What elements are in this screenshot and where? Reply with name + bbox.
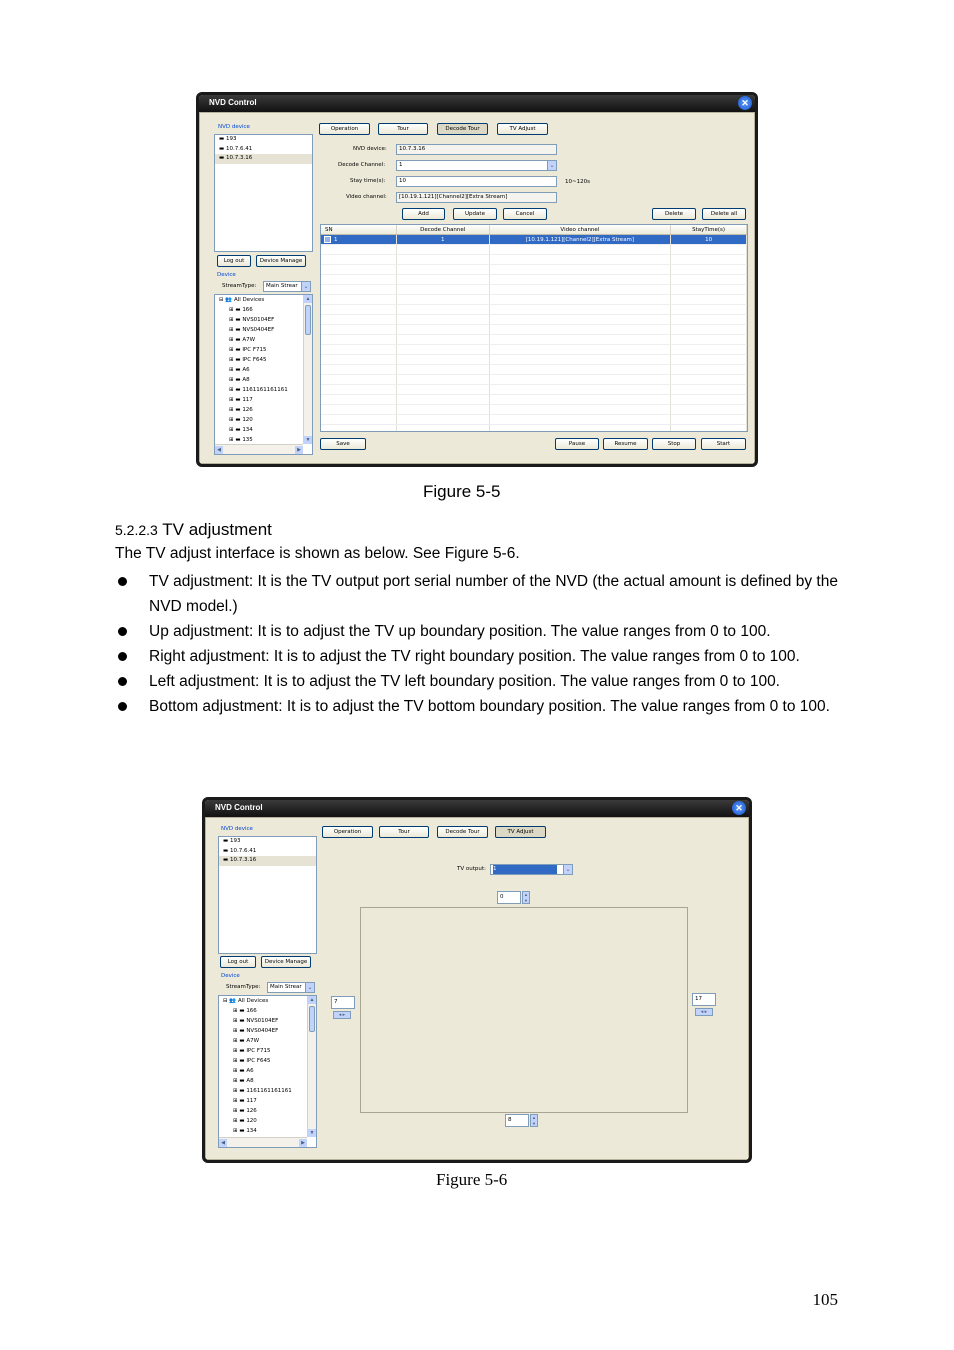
column-header[interactable]: StayTime(s) <box>671 225 747 234</box>
chevron-down-icon[interactable]: ⌄ <box>563 865 572 874</box>
list-item: Bottom adjustment: It is to adjust the TV bottom boundary position. The value ranges from 0 to 100. <box>115 694 845 719</box>
right-adjust-stepper[interactable]: ◂ ▸ <box>695 1008 713 1016</box>
vertical-scrollbar[interactable] <box>307 996 316 1137</box>
devices-icon: 👥 <box>225 297 233 303</box>
tree-item[interactable]: ⊞ ▬ IPC F645 <box>229 357 267 363</box>
tree-item[interactable]: ⊞ ▬ 120 <box>229 417 253 423</box>
tree-item[interactable]: ⊞ ▬ NVS0104EF <box>233 1018 279 1024</box>
tv-output-label: TV output: <box>457 866 486 872</box>
bullet-icon <box>118 627 127 636</box>
stop-button[interactable]: Stop <box>652 438 696 450</box>
tab-tv-adjust[interactable]: TV Adjust <box>497 123 548 135</box>
scroll-thumb[interactable] <box>305 305 311 335</box>
devices-icon: 👥 <box>229 998 237 1004</box>
pause-button[interactable]: Pause <box>555 438 599 450</box>
scroll-left-icon[interactable]: ◀ <box>219 1139 227 1147</box>
tree-item[interactable]: ⊞ ▬ 117 <box>233 1098 257 1104</box>
decode-channel-label: Decode Channel: <box>338 162 386 168</box>
tv-preview-area <box>360 907 688 1113</box>
close-icon[interactable]: ✕ <box>738 96 752 110</box>
tree-item[interactable]: ⊞ ▬ 1161161161161 <box>229 387 288 393</box>
bullet-icon <box>118 702 127 711</box>
nvd-control-window-decode-tour <box>196 92 758 467</box>
list-item[interactable]: ▬ 193 <box>223 838 241 844</box>
up-adjust-input[interactable]: 0 <box>497 891 521 904</box>
nvd-device-list[interactable] <box>214 134 313 252</box>
nvd-device-field: 10.7.3.16 <box>396 144 557 155</box>
section-number: 5.2.2.3 <box>115 522 158 538</box>
tree-item[interactable]: ⊞ ▬ 134 <box>233 1128 257 1134</box>
empty-row <box>321 325 747 335</box>
list-item: Right adjustment: It is to adjust the TV right boundary position. The value ranges from 0 to 100. <box>115 644 845 669</box>
tab-tv-adjust[interactable]: TV Adjust <box>495 826 546 838</box>
page-number: 105 <box>812 1290 838 1309</box>
device-manage-button[interactable]: Device Manage <box>261 956 311 968</box>
list-item[interactable]: ▬ 10.7.6.41 <box>223 847 257 854</box>
column-header[interactable]: Decode Channel <box>397 225 490 234</box>
tree-item[interactable]: ⊞ ▬ 1161161161161 <box>233 1088 292 1094</box>
bullet-list <box>115 569 845 719</box>
decode-channel-select[interactable]: 1 ⌄ <box>396 160 557 171</box>
nvd-control-window-tv-adjust <box>202 797 752 1163</box>
tree-root[interactable]: ⊟ 👥 All Devices <box>223 998 269 1004</box>
empty-row <box>321 425 747 432</box>
bottom-adjust-stepper[interactable]: ▲ ▼ <box>530 1114 538 1127</box>
update-button[interactable]: Update <box>453 208 497 220</box>
bullet-icon <box>118 677 127 686</box>
window-title: NVD Control <box>199 95 755 112</box>
empty-row <box>321 385 747 395</box>
right-adjust-input[interactable]: 17 <box>692 993 716 1006</box>
logout-button[interactable]: Log out <box>217 255 251 267</box>
tree-item[interactable]: ⊞ ▬ A6 <box>233 1068 254 1074</box>
empty-row <box>321 315 747 325</box>
stay-time-input[interactable]: 10 <box>396 176 557 187</box>
empty-row <box>321 255 747 265</box>
tree-item[interactable]: ⊞ ▬ 166 <box>233 1008 257 1014</box>
checkbox[interactable] <box>324 236 331 243</box>
empty-row <box>321 345 747 355</box>
list-item[interactable]: ▬ 10.7.3.16 <box>219 856 316 866</box>
list-item[interactable]: ▬ 10.7.6.41 <box>219 145 253 152</box>
tree-item[interactable]: ⊞ ▬ 120 <box>233 1118 257 1124</box>
list-item: TV adjustment: It is the TV output port serial number of the NVD (the actual amount is defined by the NVD model.) <box>115 569 845 619</box>
nvd-device-group-label: NVD device <box>218 124 250 130</box>
intro-paragraph: The TV adjust interface is shown as below. See Figure 5-6. <box>115 545 520 562</box>
nvd-device-list[interactable] <box>218 836 317 954</box>
left-adjust-stepper[interactable]: ◂ ▸ <box>333 1011 351 1019</box>
nvd-device-label: NVD device: <box>353 146 387 152</box>
tree-item[interactable]: ⊞ ▬ NVS0104EF <box>229 317 275 323</box>
scroll-right-icon[interactable]: ▶ <box>299 1139 307 1147</box>
scroll-thumb[interactable] <box>309 1006 315 1032</box>
tab-operation[interactable]: Operation <box>319 123 370 135</box>
list-item: Left adjustment: It is to adjust the TV left boundary position. The value ranges from 0 to 100. <box>115 669 845 694</box>
close-icon[interactable]: ✕ <box>732 801 746 815</box>
empty-row <box>321 335 747 345</box>
empty-row <box>321 405 747 415</box>
cancel-button[interactable]: Cancel <box>503 208 547 220</box>
empty-row <box>321 245 747 255</box>
tree-item[interactable]: ⊞ ▬ IPC F715 <box>233 1048 271 1054</box>
up-adjust-stepper[interactable]: ▲ ▼ <box>522 891 530 904</box>
tv-output-select[interactable]: 1 ⌄ <box>490 864 573 875</box>
tree-item[interactable]: ⊞ ▬ 166 <box>229 307 253 313</box>
tree-item[interactable]: ⊞ ▬ A6 <box>229 367 250 373</box>
tab-decode-tour[interactable]: Decode Tour <box>437 826 488 838</box>
device-tree[interactable] <box>214 294 313 455</box>
section-title: TV adjustment <box>162 520 272 539</box>
list-item[interactable]: ▬ 10.7.3.16 <box>215 154 312 164</box>
tree-root[interactable]: ⊟ 👥 All Devices <box>219 297 265 303</box>
window-title: NVD Control <box>205 800 749 817</box>
column-header[interactable]: SN <box>321 225 397 234</box>
device-icon: ▬ <box>223 857 230 863</box>
delete-all-button[interactable]: Delete all <box>702 208 746 220</box>
empty-row <box>321 265 747 275</box>
tree-item[interactable]: ⊞ ▬ A8 <box>233 1078 254 1084</box>
tree-item[interactable]: ⊞ ▬ 117 <box>229 397 253 403</box>
stay-time-label: Stay time(s): <box>350 178 386 184</box>
table-header <box>321 225 747 235</box>
scroll-down-icon[interactable]: ▼ <box>305 437 311 443</box>
tree-item[interactable]: ⊞ ▬ 126 <box>229 407 253 413</box>
tab-tour[interactable]: Tour <box>378 123 428 135</box>
empty-row <box>321 295 747 305</box>
empty-row <box>321 355 747 365</box>
table-row[interactable]: 1 1 [10.19.1.121][Channel2][Extra Stream] 10 <box>321 235 747 245</box>
tree-item[interactable]: ⊞ ▬ IPC F715 <box>229 347 267 353</box>
tree-item[interactable]: ⊞ ▬ NVS0404EF <box>229 327 275 333</box>
delete-button[interactable]: Delete <box>652 208 696 220</box>
device-manage-button[interactable]: Device Manage <box>256 255 306 267</box>
empty-row <box>321 285 747 295</box>
empty-row <box>321 375 747 385</box>
empty-row <box>321 415 747 425</box>
empty-row <box>321 395 747 405</box>
tab-operation[interactable]: Operation <box>322 826 373 838</box>
device-tree[interactable] <box>218 995 317 1148</box>
resume-button[interactable]: Resume <box>603 438 648 450</box>
bullet-icon <box>118 652 127 661</box>
left-adjust-input[interactable]: 7 <box>331 996 355 1009</box>
horizontal-scrollbar[interactable] <box>219 1137 307 1147</box>
stay-time-range: 10~120s <box>565 179 590 185</box>
nvd-device-group-label: NVD device <box>221 826 253 832</box>
tree-item[interactable]: ⊞ ▬ A7W <box>229 337 256 343</box>
figure-caption: Figure 5-6 <box>436 1170 508 1189</box>
empty-row <box>321 305 747 315</box>
tree-item[interactable]: ⊞ ▬ NVS0404EF <box>233 1028 279 1034</box>
device-icon: ▬ <box>219 136 226 142</box>
tab-tour[interactable]: Tour <box>379 826 429 838</box>
figure-caption: Figure 5-5 <box>423 482 501 501</box>
tree-item[interactable]: ⊞ ▬ 135 <box>229 437 253 443</box>
device-icon: ▬ <box>223 847 230 854</box>
device-icon: ▬ <box>223 838 230 844</box>
bottom-adjust-input[interactable]: 8 <box>505 1114 529 1127</box>
stream-type-select[interactable]: Main Strear ⌄ <box>263 281 311 292</box>
tree-item[interactable]: ⊞ ▬ A7W <box>233 1038 260 1044</box>
stream-type-label: StreamType: <box>226 984 261 990</box>
tree-item[interactable]: ⊞ ▬ IPC F645 <box>233 1058 271 1064</box>
stream-type-select[interactable]: Main Strear ⌄ <box>267 982 315 993</box>
empty-row <box>321 275 747 285</box>
tree-item[interactable]: ⊞ ▬ 134 <box>229 427 253 433</box>
save-button[interactable]: Save <box>320 438 366 450</box>
device-group-label: Device <box>221 973 240 979</box>
scroll-down-icon[interactable]: ▼ <box>309 1130 315 1136</box>
vertical-scrollbar[interactable] <box>303 295 312 444</box>
list-item[interactable]: ▬ 193 <box>219 136 237 142</box>
start-button[interactable]: Start <box>701 438 746 450</box>
scroll-up-icon[interactable]: ▲ <box>309 997 315 1003</box>
video-channel-label: Video channel: <box>346 194 387 200</box>
chevron-down-icon[interactable]: ⌄ <box>301 282 310 291</box>
add-button[interactable]: Add <box>402 208 445 220</box>
device-group-label: Device <box>217 272 236 278</box>
device-icon: ▬ <box>219 155 226 161</box>
chevron-down-icon[interactable]: ⌄ <box>547 161 556 170</box>
column-header[interactable]: Video channel <box>490 225 672 234</box>
scroll-up-icon[interactable]: ▲ <box>305 296 311 302</box>
decode-tour-table[interactable] <box>320 224 748 432</box>
section-heading <box>115 520 272 540</box>
tab-decode-tour[interactable]: Decode Tour <box>437 123 488 135</box>
scroll-left-icon[interactable]: ◀ <box>215 446 223 454</box>
device-icon: ▬ <box>219 145 226 152</box>
list-item: Up adjustment: It is to adjust the TV up boundary position. The value ranges from 0 to 100. <box>115 619 845 644</box>
scroll-right-icon[interactable]: ▶ <box>295 446 303 454</box>
tree-item[interactable]: ⊞ ▬ A8 <box>229 377 250 383</box>
video-channel-field: [10.19.1.121][Channel2][Extra Stream] <box>396 192 557 203</box>
logout-button[interactable]: Log out <box>220 956 256 968</box>
bullet-icon <box>118 577 127 586</box>
horizontal-scrollbar[interactable] <box>215 444 303 454</box>
stream-type-label: StreamType: <box>222 283 257 289</box>
chevron-down-icon[interactable]: ⌄ <box>305 983 314 992</box>
empty-row <box>321 365 747 375</box>
tree-item[interactable]: ⊞ ▬ 126 <box>233 1108 257 1114</box>
